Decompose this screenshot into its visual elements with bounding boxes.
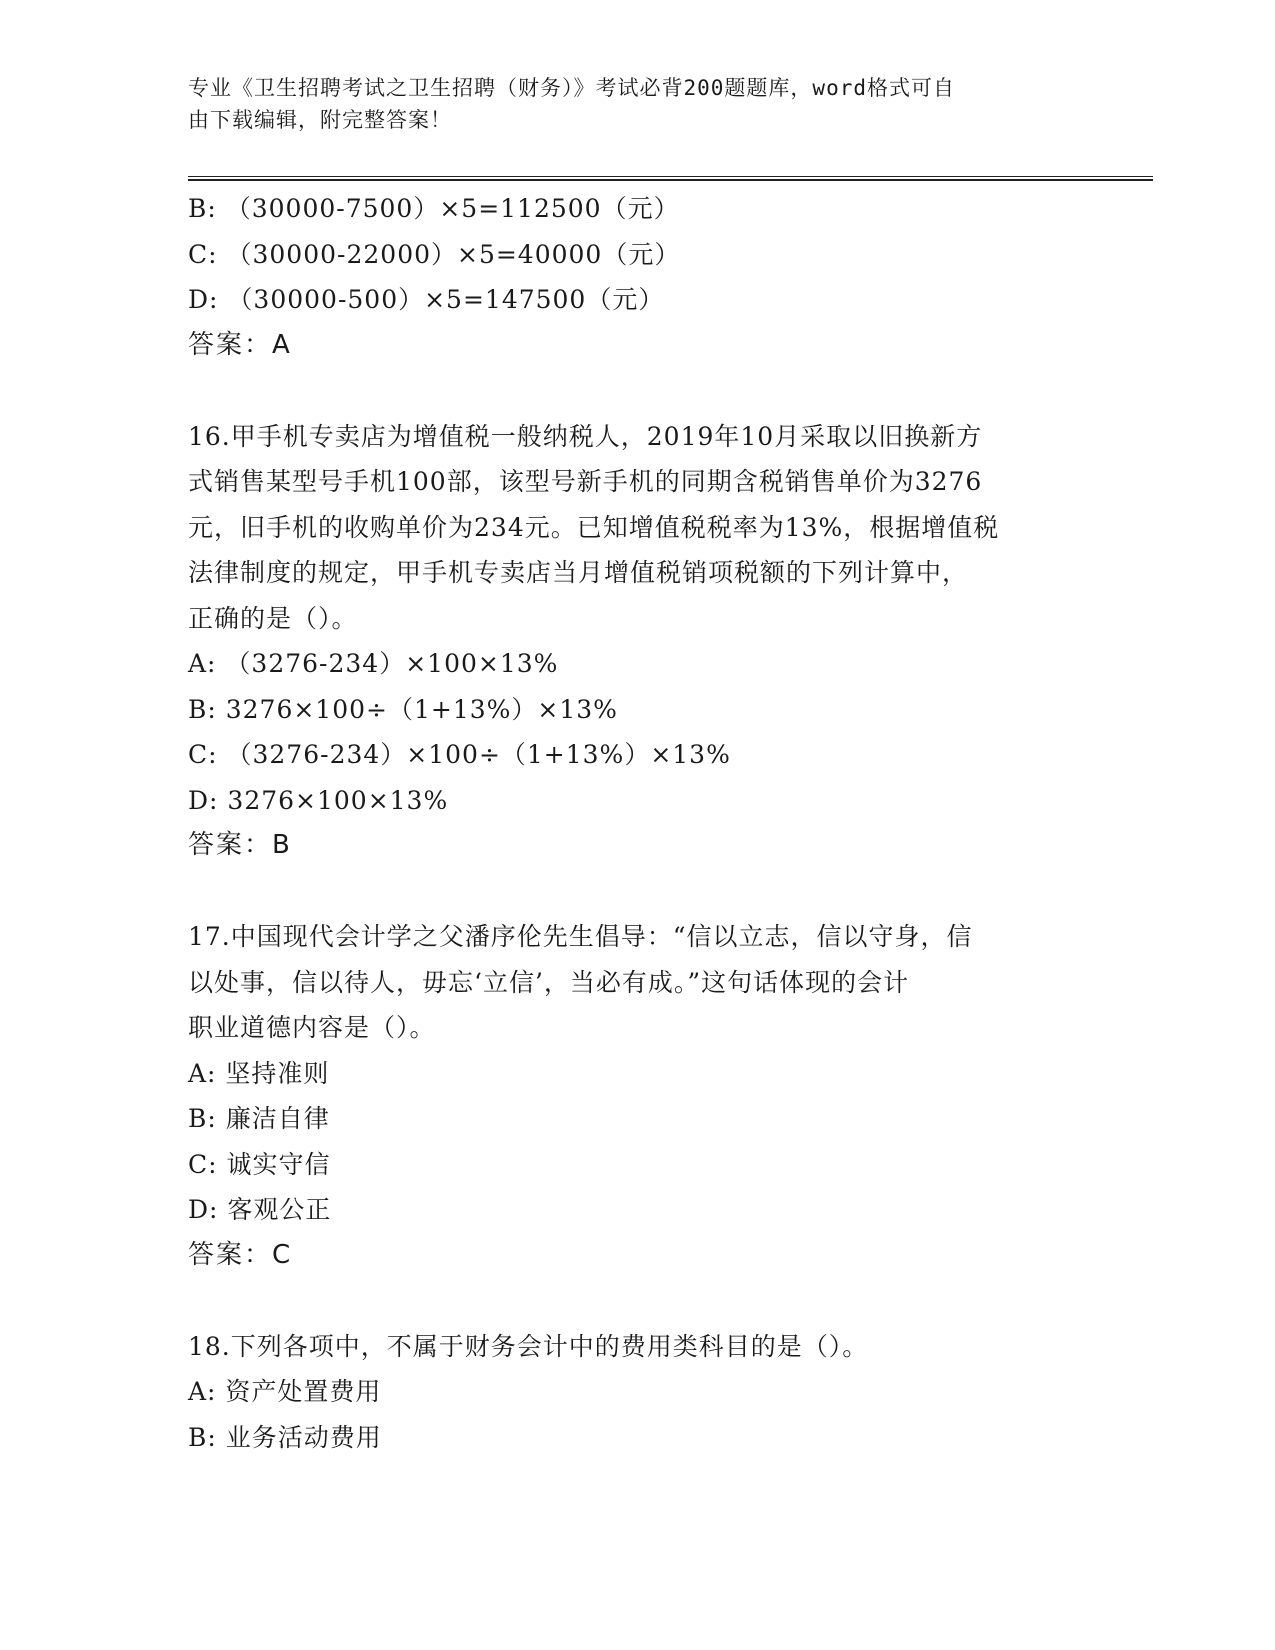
question-15-tail bbox=[188, 186, 1088, 368]
header-divider-thin bbox=[188, 176, 1153, 177]
option-c: C: （30000-22000）×5=40000（元） bbox=[188, 239, 681, 269]
option-b: B: 业务活动费用 bbox=[188, 1422, 382, 1452]
question-stem-line: 以处事，信以待人，毋忘‘立信’，当必有成。”这句话体现的会计 bbox=[188, 967, 910, 997]
option-a: A: （3276-234）×100×13% bbox=[188, 649, 559, 678]
header-divider-thick bbox=[188, 179, 1153, 181]
document-header bbox=[188, 72, 1068, 136]
header-line-1: 专业《卫生招聘考试之卫生招聘（财务）》考试必背200题题库，word格式可自 bbox=[188, 76, 955, 100]
question-stem-line: 18.下列各项中，不属于财务会计中的费用类科目的是（）。 bbox=[188, 1331, 869, 1361]
option-b: B: 廉洁自律 bbox=[188, 1104, 330, 1133]
question-16 bbox=[188, 414, 1088, 869]
option-b: B: 3276×100÷（1+13%）×13% bbox=[188, 694, 618, 724]
option-b: B: （30000-7500）×5=112500（元） bbox=[188, 194, 680, 223]
question-stem-line: 式销售某型号手机100部，该型号新手机的同期含税销售单价为3276 bbox=[188, 467, 983, 496]
option-d: D: （30000-500）×5=147500（元） bbox=[188, 285, 665, 314]
question-stem-line: 16.甲手机专卖店为增值税一般纳税人，2019年10月采取以旧换新方 bbox=[188, 421, 983, 451]
answer: 答案：A bbox=[188, 329, 292, 360]
option-a: A: 资产处置费用 bbox=[188, 1377, 382, 1406]
question-stem-line: 17.中国现代会计学之父潘序伦先生倡导：“信以立志，信以守身，信 bbox=[188, 922, 973, 951]
option-c: C: 诚实守信 bbox=[188, 1149, 331, 1179]
answer: 答案：B bbox=[188, 830, 292, 860]
question-stem-line: 职业道德内容是（）。 bbox=[188, 1013, 436, 1042]
question-18 bbox=[188, 1324, 1088, 1461]
header-line-2: 由下载编辑，附完整答案！ bbox=[188, 108, 452, 132]
option-d: D: 3276×100×13% bbox=[188, 785, 449, 815]
question-17 bbox=[188, 914, 1088, 1278]
document-body bbox=[188, 186, 1088, 1460]
option-d: D: 客观公正 bbox=[188, 1195, 332, 1224]
option-c: C: （3276-234）×100÷（1+13%）×13% bbox=[188, 740, 731, 769]
question-stem-line: 法律制度的规定，甲手机专卖店当月增值税销项税额的下列计算中， bbox=[188, 558, 969, 587]
question-stem-line: 元，旧手机的收购单价为234元。已知增值税税率为13%，根据增值税 bbox=[188, 512, 1000, 542]
question-stem-line: 正确的是（）。 bbox=[188, 603, 358, 633]
answer: 答案：C bbox=[188, 1239, 293, 1270]
option-a: A: 坚持准则 bbox=[188, 1058, 330, 1088]
